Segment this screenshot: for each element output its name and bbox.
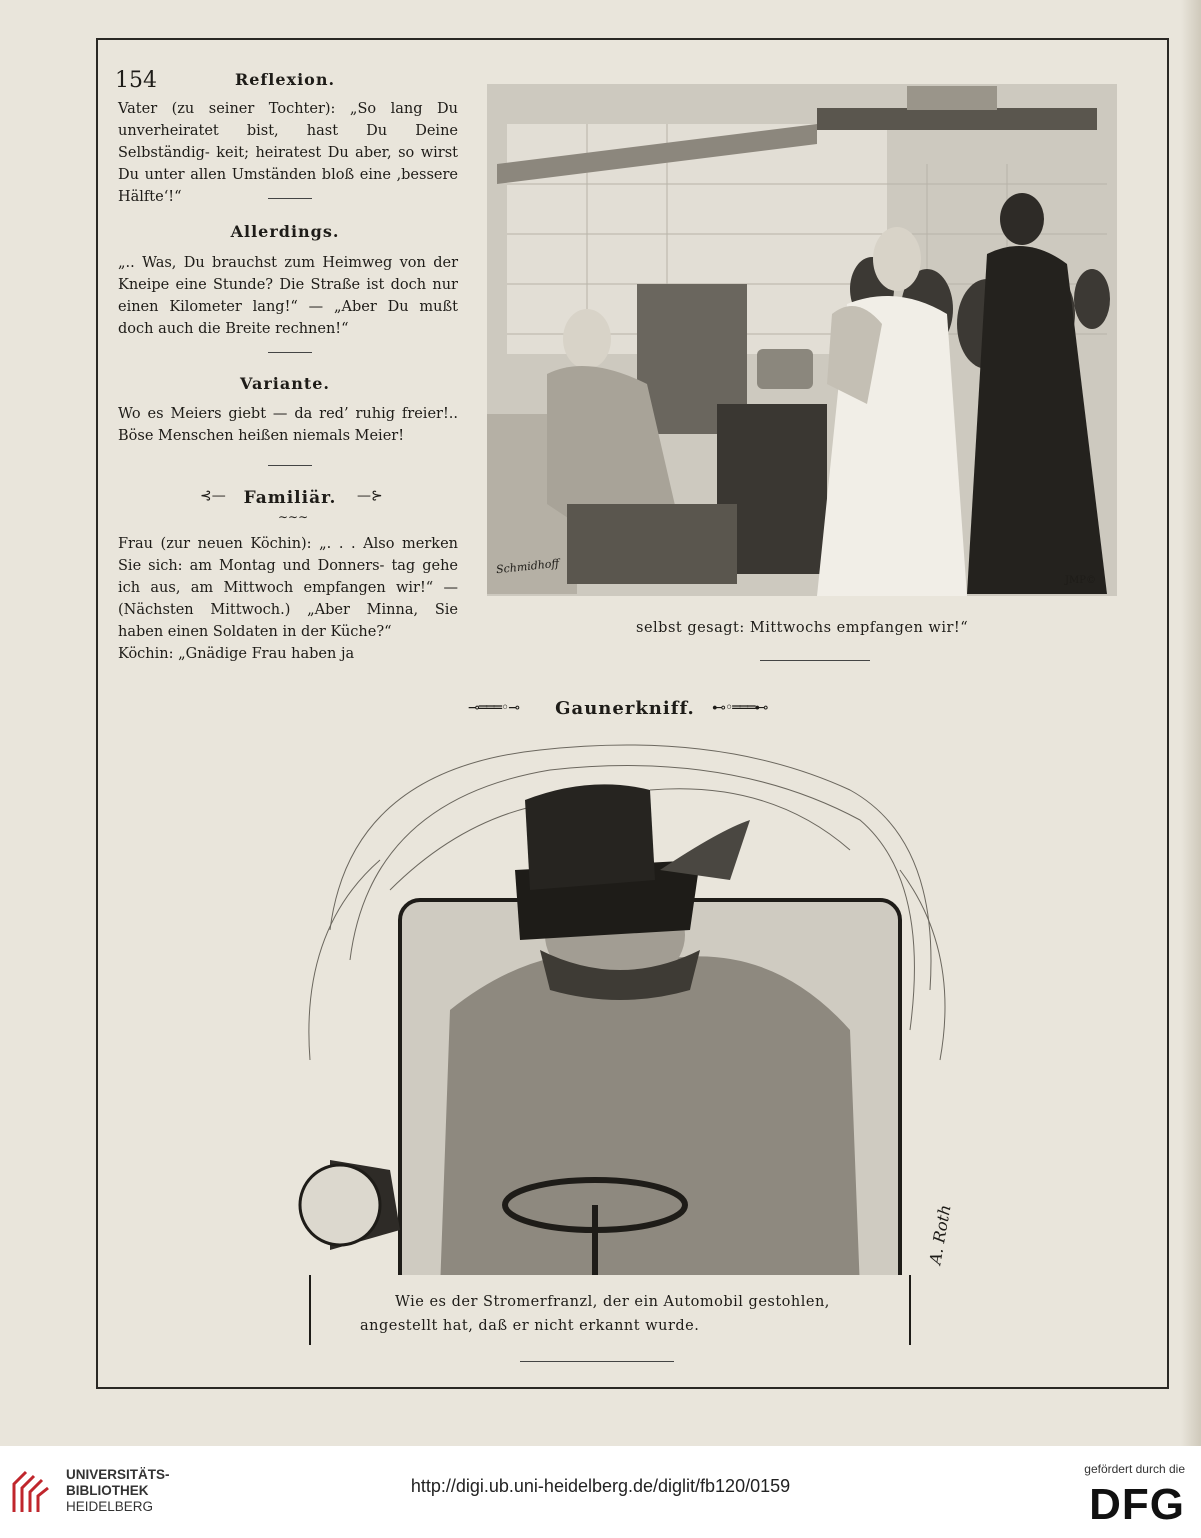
text-familiaer: Frau (zur neuen Köchin): „. . . Also merken Sie sich: am Montag und Donners- tag gehe ich aus, am Mittwoch empfangen wir!“ — (Nächsten Mittwoch.) „Aber Minna, Sie haben einen Soldaten in der Küche?“ bbox=[118, 536, 458, 640]
text-reflexion: Vater (zu seiner Tochter): „So lang Du unverheiratet bist, hast Du Deine Selbständig- keit; heiratest Du aber, so wirst Du unter allen Umständen bloß eine ‚bessere Hälfte‘!“ bbox=[118, 101, 458, 205]
ornament-right: —⊱ bbox=[357, 488, 383, 504]
text-allerdings: „.. Was, Du brauchst zum Heimweg von der Kneipe eine Stunde? Die Straße ist doch nur einen Kilometer lang!“ — „Aber Du mußt doch auch die Breite rechnen!“ bbox=[118, 255, 458, 337]
dfg-logo[interactable]: DFG bbox=[1089, 1480, 1185, 1529]
text-familiaer-koechin: Köchin: „Gnädige Frau haben ja bbox=[118, 646, 355, 662]
separator bbox=[760, 660, 870, 661]
page-number: 154 bbox=[115, 68, 157, 93]
heading-allerdings: Allerdings. bbox=[230, 222, 340, 241]
automobile-thief-cartoon bbox=[290, 730, 960, 1360]
cartoon-signature: A. Roth bbox=[925, 1203, 955, 1266]
heading-familiaer: Familiär. bbox=[243, 488, 337, 508]
institution-line: HEIDELBERG bbox=[66, 1499, 154, 1514]
separator bbox=[520, 1361, 674, 1362]
ornament-left: ⊰— bbox=[200, 488, 226, 504]
tilde-ornament: ∼∼∼ bbox=[278, 510, 309, 524]
heading-reflexion: Reflexion. bbox=[234, 70, 336, 89]
cartoon-caption-line1: Wie es der Stromerfranzl, der ein Automobil gestohlen, bbox=[395, 1294, 830, 1310]
institution-line: BIBLIOTHEK bbox=[66, 1483, 149, 1498]
kitchen-caption: selbst gesagt: Mittwochs empfangen wir!“ bbox=[636, 620, 969, 636]
heading-variante: Variante. bbox=[240, 374, 330, 393]
permalink-url[interactable]: http://digi.ub.uni-heidelberg.de/diglit/fb120/0159 bbox=[410, 1476, 791, 1496]
cartoon-caption-line2: angestellt hat, daß er nicht erkannt wurde. bbox=[360, 1318, 700, 1334]
heading-gaunerkniff: Gaunerkniff. bbox=[555, 698, 695, 719]
separator bbox=[268, 352, 312, 353]
text-variante: Wo es Meiers giebt — da red’ ruhig freier!.. Böse Menschen heißen niemals Meier! bbox=[118, 406, 458, 444]
separator bbox=[268, 198, 312, 199]
page-edge-shadow bbox=[1181, 0, 1201, 1446]
ornament-left: ⊸═══◦⊸ bbox=[468, 700, 520, 716]
institution-line: UNIVERSITÄTS- bbox=[66, 1467, 170, 1482]
kitchen-illustration bbox=[487, 84, 1117, 596]
kitchen-monogram: JMP© bbox=[1065, 575, 1096, 586]
separator bbox=[268, 465, 312, 466]
kitchen-signature: Schmidhoff bbox=[495, 556, 560, 577]
funding-note: gefördert durch die bbox=[1084, 1462, 1185, 1476]
ornament-right: ⊷◦═══⊷ bbox=[712, 700, 768, 716]
